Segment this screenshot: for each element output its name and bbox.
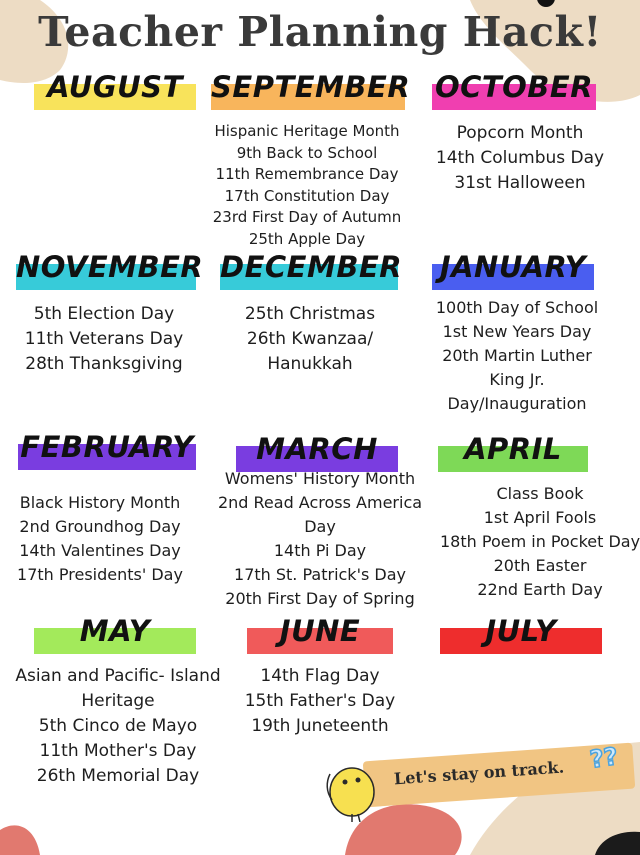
event-item: 20th Easter — [493, 556, 587, 575]
page-title: Teacher Planning Hack! — [38, 8, 602, 56]
event-item: 31st Halloween — [454, 173, 586, 193]
month-name: MARCH — [256, 432, 378, 466]
month-name: JUNE — [279, 614, 361, 648]
event-item: 25th Christmas — [244, 304, 376, 324]
event-item: 1st New Years Day — [442, 322, 592, 341]
coral-blob-bottom-left — [0, 825, 40, 855]
month-name: JANUARY — [439, 250, 587, 284]
event-item: Asian and Pacific- Island — [15, 666, 221, 686]
event-item: 9th Back to School — [236, 143, 378, 162]
event-item: Black History Month — [19, 493, 181, 512]
month-name: FEBRUARY — [20, 430, 194, 464]
event-item: Day/Inauguration — [447, 394, 587, 413]
event-item: 1st April Fools — [483, 508, 597, 527]
event-item: 17th Constitution Day — [224, 186, 390, 205]
event-item: 19th Juneteenth — [251, 716, 389, 736]
month-name: JULY — [485, 614, 557, 648]
event-item: Heritage — [81, 691, 155, 711]
event-item: Class Book — [496, 484, 584, 503]
event-item: 14th Pi Day — [273, 541, 367, 560]
yellow-character-icon — [318, 752, 388, 822]
event-item: 2nd Groundhog Day — [19, 517, 181, 536]
month-name: OCTOBER — [434, 70, 594, 104]
event-item: Day — [304, 517, 336, 536]
question-marks-icon: ?? — [588, 742, 620, 774]
event-item: Hanukkah — [267, 354, 353, 374]
event-item: Womens' History Month — [224, 469, 416, 488]
events-june — [220, 664, 420, 739]
event-item: 14th Valentines Day — [19, 541, 181, 560]
event-item: 26th Memorial Day — [36, 766, 200, 786]
events-march — [214, 467, 426, 611]
event-item: 100th Day of School — [435, 298, 599, 317]
month-name: AUGUST — [47, 70, 183, 104]
event-item: 20th Martin Luther — [442, 346, 592, 365]
event-item: 26th Kwanzaa/ — [246, 329, 374, 349]
month-name: MAY — [79, 614, 151, 648]
event-item: 11th Remembrance Day — [215, 165, 399, 183]
event-item: 15th Father's Day — [244, 691, 396, 711]
event-item: 11th Veterans Day — [24, 329, 184, 349]
event-item: 17th St. Patrick's Day — [234, 565, 406, 584]
events-february — [0, 491, 200, 587]
event-item: 11th Mother's Day — [39, 741, 197, 761]
event-item: 2nd Read Across America — [217, 493, 423, 512]
month-name: NOVEMBER — [16, 250, 204, 284]
events-april — [440, 482, 640, 602]
events-december — [210, 302, 410, 377]
month-name: DECEMBER — [220, 250, 403, 284]
event-item: King Jr. — [489, 370, 545, 389]
event-item: Popcorn Month — [456, 123, 584, 143]
event-item: 14th Columbus Day — [435, 148, 605, 168]
event-item: 18th Poem in Pocket Day — [440, 532, 640, 551]
event-item: Hispanic Heritage Month — [214, 122, 400, 140]
event-item: 22nd Earth Day — [477, 580, 603, 599]
event-item: 28th Thanksgiving — [25, 354, 183, 374]
event-item: 17th Presidents' Day — [17, 565, 183, 584]
event-item: 5th Election Day — [33, 304, 175, 324]
events-november — [4, 302, 204, 377]
events-september — [200, 121, 414, 250]
event-item: 25th Apple Day — [248, 229, 366, 248]
event-item: 23rd First Day of Autumn — [212, 208, 402, 226]
events-may — [8, 664, 228, 789]
event-item: 5th Cinco de Mayo — [38, 716, 198, 736]
tag-text: Let's stay on track. — [393, 757, 565, 789]
event-item: 20th First Day of Spring — [225, 589, 415, 608]
event-item: 14th Flag Day — [260, 666, 380, 686]
month-name: APRIL — [464, 432, 562, 466]
events-january — [417, 296, 617, 416]
events-october — [420, 121, 620, 196]
month-name: SEPTEMBER — [211, 70, 411, 104]
